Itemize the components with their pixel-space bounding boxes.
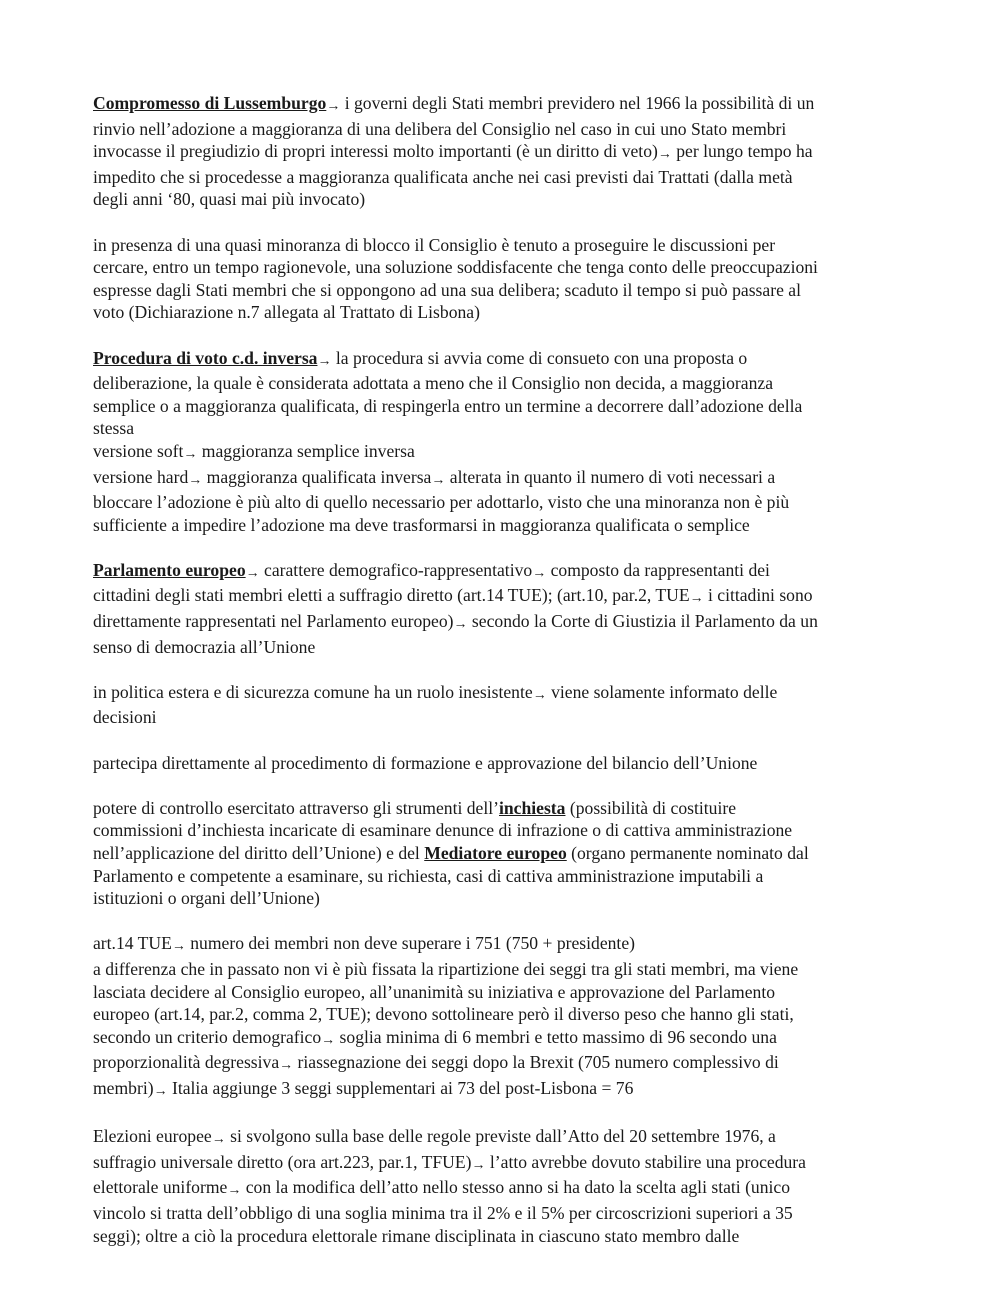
text-run: impedito che si procedesse a maggioranza qualificata anche nei casi previsti dai Trattati (dalla metà <box>93 166 793 187</box>
text-line <box>93 1026 910 1052</box>
text-run: semplice o a maggioranza qualificata, di respingerla entro un termine a decorrere dall’adozione della <box>93 395 803 416</box>
text-line <box>93 514 910 537</box>
text-line <box>93 842 910 865</box>
text-line <box>93 958 910 981</box>
section-heading: Compromesso di Lussemburgo <box>93 93 327 113</box>
arrow-icon: → <box>431 472 446 488</box>
text-run: bloccare l’adozione è più alto di quello necessario per adottarlo, visto che una minoranza non è più <box>93 492 790 513</box>
text-run: (possibilità di costituire <box>565 797 737 818</box>
text-line <box>93 417 910 440</box>
text-run: potere di controllo esercitato attraverso gli strumenti dell’ <box>93 797 499 818</box>
text-run: con la modifica dell’atto nello stesso anno si ha dato la scelta agli stati (unico <box>241 1177 791 1198</box>
text-run: Italia aggiunge 3 seggi supplementari ai 73 del post-Lisbona = 76 <box>167 1077 634 1098</box>
text-run: art.14 TUE <box>93 933 172 954</box>
paragraph <box>93 681 910 729</box>
text-run: versione soft <box>93 440 184 461</box>
text-run: senso di democrazia all’Unione <box>93 636 316 657</box>
text-line <box>93 256 910 279</box>
paragraph <box>93 92 910 211</box>
text-run: vincolo si tratta dell’obbligo di una soglia minima tra il 2% e il 5% per circoscrizioni superiori a 35 <box>93 1202 793 1223</box>
text-run: direttamente rappresentati nel Parlamento europeo) <box>93 611 454 632</box>
text-line <box>93 1051 910 1077</box>
text-line <box>93 118 910 141</box>
arrow-icon: → <box>188 472 203 488</box>
text-run: voto (Dichiarazione n.7 allegata al Trattato di Lisbona) <box>93 302 480 323</box>
text-run: numero dei membri non deve superare i 751 (750 + presidente) <box>185 933 635 954</box>
text-run: i governi degli Stati membri previdero nel 1966 la possibilità di un <box>340 93 815 113</box>
paragraph <box>93 234 910 324</box>
text-run: in politica estera e di sicurezza comune ha un ruolo inesistente <box>93 681 533 702</box>
text-run: viene solamente informato delle <box>546 681 778 702</box>
text-line <box>93 706 910 729</box>
text-run: istituzioni o organi dell’Unione) <box>93 888 320 909</box>
arrow-icon: → <box>689 591 704 607</box>
text-run: per lungo tempo ha <box>671 141 813 162</box>
text-line <box>93 887 910 910</box>
text-line <box>93 395 910 418</box>
arrow-icon: → <box>153 1083 168 1099</box>
text-line <box>93 372 910 395</box>
text-run: elettorale uniforme <box>93 1177 228 1198</box>
section-heading: inchiesta <box>499 797 566 818</box>
arrow-icon: → <box>279 1058 294 1074</box>
text-line <box>93 301 910 324</box>
text-run: membri) <box>93 1077 154 1098</box>
text-run: rinvio nell’adozione a maggioranza di una delibera del Consiglio nel caso in cui uno Stato membri <box>93 118 787 139</box>
text-run: maggioranza semplice inversa <box>197 440 415 461</box>
text-run: secondo un criterio demografico <box>93 1026 322 1047</box>
paragraph <box>93 347 910 537</box>
text-line <box>93 1125 910 1151</box>
text-line <box>93 347 910 373</box>
text-line <box>93 865 910 888</box>
text-line <box>93 584 910 610</box>
text-line <box>93 752 910 775</box>
text-run: suffragio universale diretto (ora art.223, par.1, TFUE) <box>93 1151 472 1172</box>
text-run: stessa <box>93 418 135 439</box>
text-line <box>93 491 910 514</box>
text-run: Elezioni europee <box>93 1126 212 1147</box>
paragraph <box>93 932 910 1102</box>
text-run: maggioranza qualificata inversa <box>202 466 432 487</box>
section-heading: Parlamento europeo <box>93 559 246 580</box>
text-run: composto da rappresentanti dei <box>546 559 770 580</box>
text-run: riassegnazione dei seggi dopo la Brexit (705 numero complessivo di <box>293 1052 779 1073</box>
text-line <box>93 1151 910 1177</box>
text-line <box>93 234 910 257</box>
text-line <box>93 92 910 118</box>
text-run: l’atto avrebbe dovuto stabilire una procedura <box>485 1151 806 1172</box>
text-run: (organo permanente nominato dal <box>566 843 809 863</box>
arrow-icon: → <box>471 1157 486 1173</box>
paragraph <box>93 1125 910 1247</box>
text-run: invocasse il pregiudizio di propri interessi molto importanti (è un diritto di veto) <box>93 141 658 162</box>
paragraph <box>93 797 910 910</box>
text-run: cittadini degli stati membri eletti a suffragio diretto (art.14 TUE); (art.10, par.2, TUE <box>93 585 690 606</box>
text-run: in presenza di una quasi minoranza di blocco il Consiglio è tenuto a proseguire le discussioni per <box>93 234 776 255</box>
arrow-icon: → <box>245 565 260 581</box>
text-run: sufficiente a impedire l’adozione ma deve trasformarsi in maggioranza qualificata o semplice <box>93 514 750 535</box>
arrow-icon: → <box>227 1183 242 1199</box>
text-line <box>93 1003 910 1026</box>
text-run: partecipa direttamente al procedimento di formazione e approvazione del bilancio dell’Unione <box>93 752 758 773</box>
arrow-icon: → <box>321 1032 336 1048</box>
arrow-icon: → <box>657 147 672 163</box>
text-line <box>93 636 910 659</box>
arrow-icon: → <box>171 939 186 955</box>
text-line <box>93 610 910 636</box>
text-line <box>93 166 910 189</box>
text-run: si svolgono sulla base delle regole previste dall’Atto del 20 settembre 1976, a <box>225 1126 776 1147</box>
text-line <box>93 1225 910 1248</box>
arrow-icon: → <box>453 617 468 633</box>
text-run: commissioni d’inchiesta incaricate di esaminare denunce di infrazione o di cattiva amministrazione <box>93 820 793 841</box>
text-run: deliberazione, la quale è considerata adottata a meno che il Consiglio non decida, a maggioranza <box>93 373 774 394</box>
text-line <box>93 440 910 466</box>
arrow-icon: → <box>532 565 547 581</box>
text-line <box>93 559 910 585</box>
text-line <box>93 932 910 958</box>
text-line <box>93 819 910 842</box>
text-line <box>93 188 910 211</box>
text-run: degli anni ‘80, quasi mai più invocato) <box>93 189 366 210</box>
text-line <box>93 140 910 166</box>
text-line <box>93 279 910 302</box>
paragraph <box>93 559 910 658</box>
text-line <box>93 681 910 707</box>
text-line <box>93 797 910 820</box>
paragraph <box>93 752 910 775</box>
arrow-icon: → <box>183 446 198 462</box>
text-line <box>93 466 910 492</box>
text-run: proporzionalità degressiva <box>93 1052 280 1073</box>
text-line <box>93 1202 910 1225</box>
text-run: alterata in quanto il numero di voti necessari a <box>445 466 776 487</box>
text-run: seggi); oltre a ciò la procedura elettorale rimane disciplinata in ciascuno stato membro dalle <box>93 1225 740 1246</box>
arrow-icon: → <box>317 353 332 369</box>
text-line <box>93 981 910 1004</box>
text-run: secondo la Corte di Giustizia il Parlamento da un <box>467 611 818 632</box>
text-line <box>93 1077 910 1103</box>
text-run: cercare, entro un tempo ragionevole, una soluzione soddisfacente che tenga conto delle preoccupazioni <box>93 257 818 278</box>
text-run: decisioni <box>93 707 157 728</box>
text-run: nell’applicazione del diritto dell’Unione) e del <box>93 843 425 863</box>
text-run: i cittadini sono <box>703 585 813 606</box>
text-run: la procedura si avvia come di consueto con una proposta o <box>331 347 748 368</box>
text-run: lasciata decidere al Consiglio europeo, all’unanimità su iniziativa e approvazione del Parlamento <box>93 981 775 1002</box>
section-heading: Mediatore europeo <box>424 843 567 863</box>
section-heading: Procedura di voto c.d. inversa <box>93 347 318 368</box>
text-run: Parlamento e competente a esaminare, su richiesta, casi di cattiva amministrazione imputabili a <box>93 865 764 886</box>
text-line <box>93 1176 910 1202</box>
text-run: soglia minima di 6 membri e tetto massimo di 96 secondo una <box>335 1026 777 1047</box>
text-run: espresse dagli Stati membri che si oppongono ad una sua delibera; scaduto il tempo si può passare al <box>93 279 801 300</box>
arrow-icon: → <box>211 1132 226 1148</box>
text-run: carattere demografico-rappresentativo <box>259 559 533 580</box>
arrow-icon: → <box>532 687 547 703</box>
arrow-icon: → <box>326 99 341 114</box>
text-run: europeo (art.14, par.2, comma 2, TUE); devono sottolineare però il diverso peso che hanno gli stati, <box>93 1004 794 1025</box>
text-run: versione hard <box>93 466 189 487</box>
text-run: a differenza che in passato non vi è più fissata la ripartizione dei seggi tra gli stati membri, ma viene <box>93 958 799 979</box>
